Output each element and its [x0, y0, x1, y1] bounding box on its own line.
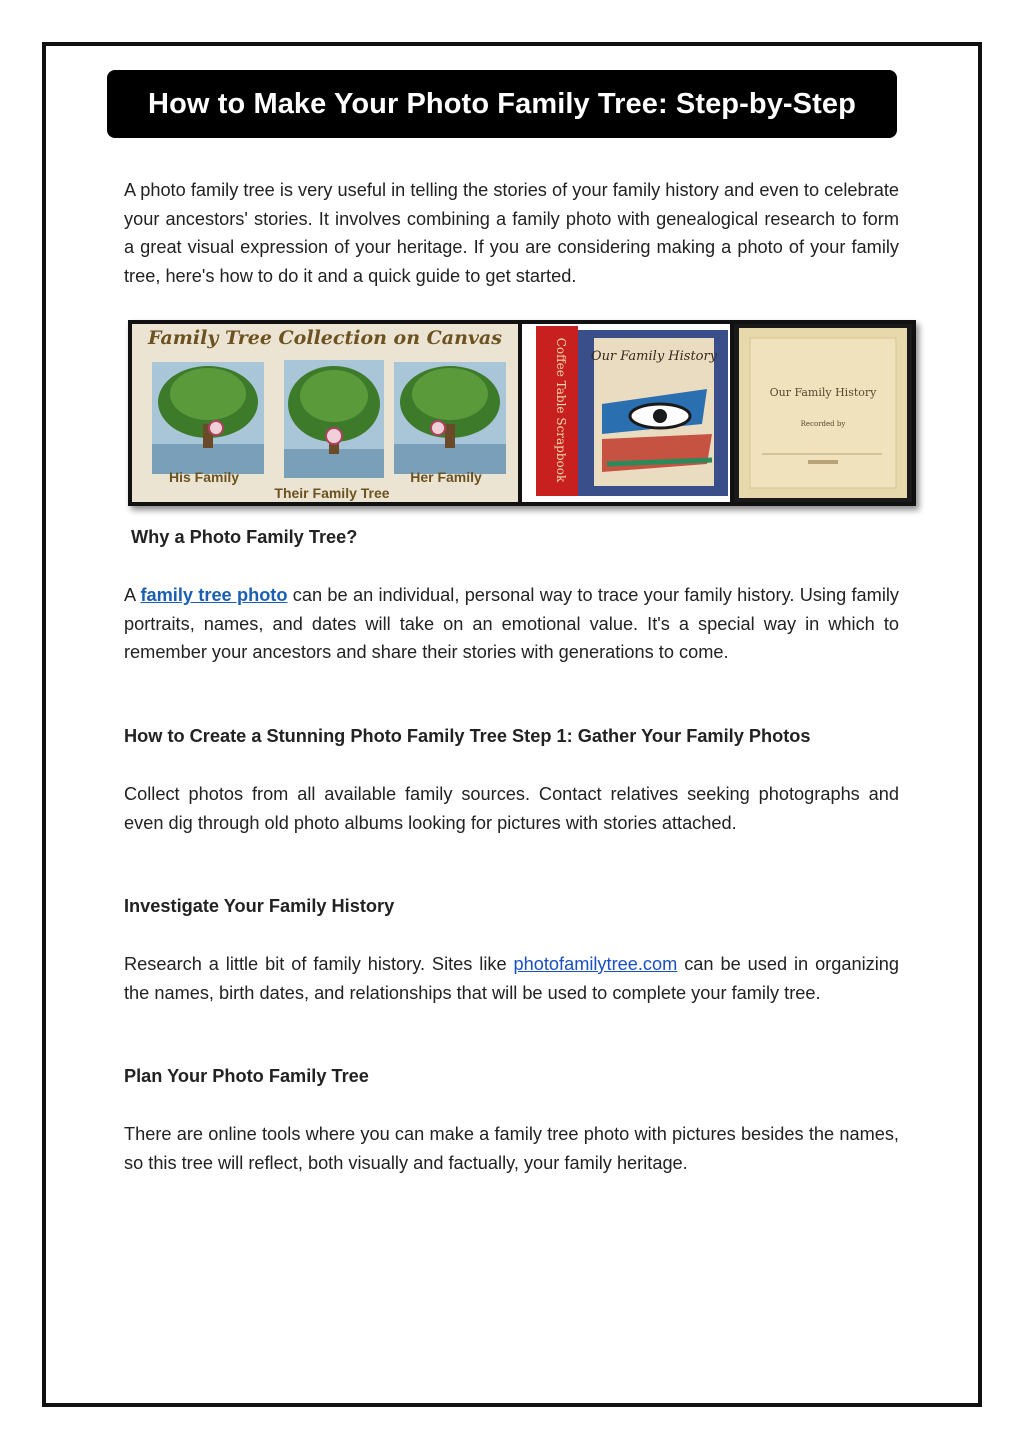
- heading-why: Why a Photo Family Tree?: [131, 527, 358, 547]
- intro-paragraph: A photo family tree is very useful in telling the stories of your family history and even to celebrate your ancestors' stories. It involves combining a family photo with genealogical research to form a great visual expression of your heritage. If you are considering making a photo of your family tree, here's how to do it and a quick guide to get started.: [124, 180, 899, 286]
- banner-illustration: [132, 324, 912, 502]
- why-lead-text: A: [124, 585, 141, 605]
- scrapbook-spine-text: Coffee Table Scrapbook: [554, 337, 568, 483]
- heading-investigate: Investigate Your Family History: [124, 896, 395, 916]
- title-banner: [107, 70, 897, 138]
- photofamilytree-link[interactable]: photofamilytree.com: [513, 954, 678, 974]
- canvas-label-her: Her Family: [410, 469, 482, 485]
- canvas-label-his: His Family: [168, 469, 240, 485]
- step1-paragraph: Collect photos from all available family sources. Contact relatives seeking photographs and even dig through old photo albums looking for pictures with stories attached.: [124, 784, 899, 833]
- why-paragraph: [124, 581, 899, 667]
- investigate-lead-text: Research a little bit of family history. Sites like: [124, 954, 514, 974]
- investigate-paragraph: [124, 950, 899, 1007]
- investigate-rest-text: can be used in organizing the names, birth dates, and relationships that will be used to complete your family tree.: [124, 954, 899, 1003]
- plan-paragraph: There are online tools where you can make a family tree photo with pictures besides the names, so this tree will reflect, both visually and factually, your family heritage.: [124, 1124, 899, 1173]
- scrapbook-cover-title: Our Family History: [590, 349, 718, 364]
- canvas-collection-title: Family Tree Collection on Canvas: [148, 327, 502, 349]
- album-subtitle: Recorded by: [800, 420, 846, 428]
- why-rest-text: can be an individual, personal way to trace your family history. Using family portraits, names, and dates will take on an emotional value. It's a special way in which to remember your ancestors and share their stories with generations to come.: [124, 585, 899, 663]
- heading-plan: Plan Your Photo Family Tree: [124, 1066, 369, 1086]
- page-title: How to Make Your Photo Family Tree: Step-by-Step: [148, 87, 856, 120]
- family-tree-photo-link[interactable]: family tree photo: [140, 585, 288, 605]
- product-banner-image: [128, 320, 916, 506]
- heading-step1: How to Create a Stunning Photo Family Tree Step 1: Gather Your Family Photos: [124, 726, 811, 746]
- album-title: Our Family History: [769, 386, 877, 399]
- canvas-label-their: Their Family Tree: [274, 485, 390, 501]
